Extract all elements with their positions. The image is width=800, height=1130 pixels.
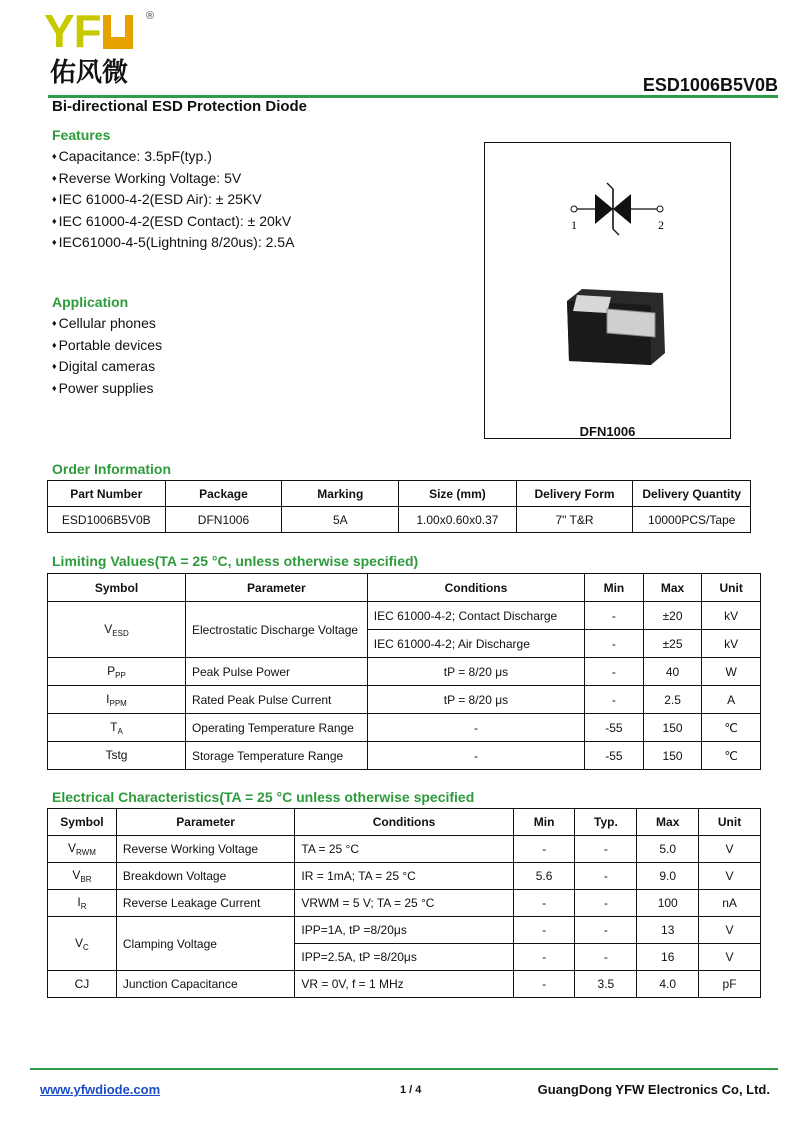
- parameter-cell: Electrostatic Discharge Voltage: [185, 602, 367, 658]
- symbol-cell: CJ: [48, 971, 117, 998]
- table-header-row: [48, 481, 751, 507]
- limiting-values-table: [47, 573, 761, 770]
- diode-symbol: [485, 143, 730, 438]
- max-cell: 4.0: [637, 971, 699, 998]
- table-row: [48, 602, 761, 630]
- typ-cell: -: [575, 890, 637, 917]
- column-header: Package: [165, 481, 282, 507]
- max-cell: 2.5: [643, 686, 702, 714]
- feature-item: ♦ Capacitance: 3.5pF(typ.): [52, 147, 294, 169]
- part-number-title: ESD1006B5V0B: [642, 75, 778, 95]
- logo-mark: YF: [44, 5, 133, 57]
- conditions-cell: IEC 61000-4-2; Air Discharge: [367, 630, 584, 658]
- features-heading: Features: [52, 127, 111, 143]
- max-cell: 5.0: [637, 836, 699, 863]
- dfn1006-package-image: [567, 289, 665, 365]
- min-cell: -: [585, 658, 644, 686]
- table-cell: 7" T&R: [516, 507, 633, 533]
- column-header: Parameter: [185, 574, 367, 602]
- conditions-cell: IPP=1A, tP =8/20μs: [295, 917, 513, 944]
- feature-item: ♦ IEC 61000-4-2(ESD Contact): ± 20kV: [52, 212, 294, 234]
- table-row: [48, 890, 761, 917]
- conditions-cell: -: [367, 742, 584, 770]
- table-row: [48, 742, 761, 770]
- symbol-cell: $I_{PPM}$: [48, 686, 186, 714]
- symbol-cell: $T_A$: [48, 714, 186, 742]
- min-cell: -: [513, 944, 575, 971]
- max-cell: 9.0: [637, 863, 699, 890]
- unit-cell: W: [702, 658, 761, 686]
- parameter-cell: Rated Peak Pulse Current: [185, 686, 367, 714]
- column-header: Delivery Quantity: [633, 481, 751, 507]
- table-row: [48, 686, 761, 714]
- parameter-cell: Peak Pulse Power: [185, 658, 367, 686]
- parameter-cell: Clamping Voltage: [116, 917, 295, 971]
- column-header: Max: [643, 574, 702, 602]
- min-cell: -55: [585, 714, 644, 742]
- pin-2-label: 2: [658, 218, 664, 232]
- feature-item: ♦ IEC61000-4-5(Lightning 8/20us): 2.5A: [52, 233, 294, 255]
- min-cell: -55: [585, 742, 644, 770]
- table-row: [48, 971, 761, 998]
- application-item: ♦ Cellular phones: [52, 314, 162, 336]
- parameter-cell: Reverse Leakage Current: [116, 890, 295, 917]
- pin-1-label: 1: [571, 218, 577, 232]
- table-row: [48, 863, 761, 890]
- column-header: Delivery Form: [516, 481, 633, 507]
- table-cell: 10000PCS/Tape: [633, 507, 751, 533]
- symbol-cell: $V_C$: [48, 917, 117, 971]
- symbol-cell: Tstg: [48, 742, 186, 770]
- unit-cell: V: [699, 944, 761, 971]
- electrical-characteristics-heading: Electrical Characteristics(TA = 25 °C unless otherwise specified: [52, 789, 475, 805]
- application-heading: Application: [52, 294, 129, 310]
- column-header: Unit: [699, 809, 761, 836]
- conditions-cell: -: [367, 714, 584, 742]
- parameter-cell: Storage Temperature Range: [185, 742, 367, 770]
- unit-cell: V: [699, 917, 761, 944]
- registered-mark: ®: [146, 10, 155, 22]
- max-cell: 13: [637, 917, 699, 944]
- typ-cell: -: [575, 917, 637, 944]
- min-cell: -: [585, 630, 644, 658]
- table-header-row: [48, 574, 761, 602]
- conditions-cell: IEC 61000-4-2; Contact Discharge: [367, 602, 584, 630]
- order-info-table: [47, 480, 751, 533]
- table-row: [48, 917, 761, 944]
- table-cell: 5A: [282, 507, 399, 533]
- logo-chinese-name: 佑风微: [50, 58, 129, 88]
- parameter-cell: Junction Capacitance: [116, 971, 295, 998]
- electrical-characteristics-table: [47, 808, 761, 998]
- table-row: [48, 714, 761, 742]
- application-item: ♦ Digital cameras: [52, 357, 162, 379]
- unit-cell: V: [699, 863, 761, 890]
- table-cell: ESD1006B5V0B: [48, 507, 166, 533]
- package-diagram-box: [484, 142, 731, 439]
- company-name: GuangDong YFW Electronics Co, Ltd.: [537, 1082, 770, 1097]
- column-header: Symbol: [48, 809, 117, 836]
- parameter-cell: Operating Temperature Range: [185, 714, 367, 742]
- min-cell: -: [585, 686, 644, 714]
- feature-item: ♦ Reverse Working Voltage: 5V: [52, 169, 294, 191]
- column-header: Symbol: [48, 574, 186, 602]
- website-link[interactable]: www.yfwdiode.com: [40, 1082, 161, 1097]
- max-cell: 100: [637, 890, 699, 917]
- company-logo: [44, 5, 133, 57]
- parameter-cell: Breakdown Voltage: [116, 863, 295, 890]
- unit-cell: ℃: [702, 714, 761, 742]
- max-cell: 40: [643, 658, 702, 686]
- min-cell: -: [513, 917, 575, 944]
- unit-cell: pF: [699, 971, 761, 998]
- application-list: [52, 314, 162, 400]
- unit-cell: kV: [702, 630, 761, 658]
- order-info-heading: Order Information: [52, 461, 172, 477]
- conditions-cell: tP = 8/20 μs: [367, 658, 584, 686]
- column-header: Unit: [702, 574, 761, 602]
- max-cell: 150: [643, 714, 702, 742]
- typ-cell: 3.5: [575, 971, 637, 998]
- application-item: ♦ Portable devices: [52, 336, 162, 358]
- typ-cell: -: [575, 863, 637, 890]
- symbol-cell: $P_{PP}$: [48, 658, 186, 686]
- document-subtitle: Bi-directional ESD Protection Diode: [52, 98, 308, 115]
- parameter-cell: Reverse Working Voltage: [116, 836, 295, 863]
- table-header-row: [48, 809, 761, 836]
- min-cell: -: [513, 836, 575, 863]
- conditions-cell: VRWM = 5 V; TA = 25 °C: [295, 890, 513, 917]
- application-item: ♦ Power supplies: [52, 379, 162, 401]
- column-header: Conditions: [367, 574, 584, 602]
- column-header: Min: [585, 574, 644, 602]
- column-header: Typ.: [575, 809, 637, 836]
- column-header: Parameter: [116, 809, 295, 836]
- max-cell: 150: [643, 742, 702, 770]
- symbol-cell: $I_R$: [48, 890, 117, 917]
- column-header: Max: [637, 809, 699, 836]
- conditions-cell: IPP=2.5A, tP =8/20μs: [295, 944, 513, 971]
- conditions-cell: tP = 8/20 μs: [367, 686, 584, 714]
- page-number: 1 / 4: [400, 1084, 422, 1096]
- typ-cell: -: [575, 944, 637, 971]
- features-list: [52, 147, 294, 255]
- table-row: [48, 658, 761, 686]
- min-cell: 5.6: [513, 863, 575, 890]
- min-cell: -: [585, 602, 644, 630]
- symbol-cell: $V_{RWM}$: [48, 836, 117, 863]
- unit-cell: A: [702, 686, 761, 714]
- column-header: Marking: [282, 481, 399, 507]
- column-header: Size (mm): [399, 481, 516, 507]
- typ-cell: -: [575, 836, 637, 863]
- column-header: Min: [513, 809, 575, 836]
- max-cell: ±20: [643, 602, 702, 630]
- max-cell: ±25: [643, 630, 702, 658]
- table-cell: 1.00x0.60x0.37: [399, 507, 516, 533]
- table-row: [48, 836, 761, 863]
- min-cell: -: [513, 890, 575, 917]
- column-header: Part Number: [48, 481, 166, 507]
- limiting-values-heading: Limiting Values(TA = 25 °C, unless otherwise specified): [52, 553, 419, 569]
- footer-rule: [30, 1068, 778, 1070]
- unit-cell: V: [699, 836, 761, 863]
- conditions-cell: VR = 0V, f = 1 MHz: [295, 971, 513, 998]
- min-cell: -: [513, 971, 575, 998]
- column-header: Conditions: [295, 809, 513, 836]
- conditions-cell: IR = 1mA; TA = 25 °C: [295, 863, 513, 890]
- feature-item: ♦ IEC 61000-4-2(ESD Air): ± 25KV: [52, 190, 294, 212]
- unit-cell: ℃: [702, 742, 761, 770]
- table-cell: DFN1006: [165, 507, 282, 533]
- symbol-cell: $V_{BR}$: [48, 863, 117, 890]
- max-cell: 16: [637, 944, 699, 971]
- conditions-cell: TA = 25 °C: [295, 836, 513, 863]
- unit-cell: nA: [699, 890, 761, 917]
- unit-cell: kV: [702, 602, 761, 630]
- package-label: DFN1006: [579, 424, 636, 439]
- symbol-cell: $V_{ESD}$: [48, 602, 186, 658]
- table-row: [48, 507, 751, 533]
